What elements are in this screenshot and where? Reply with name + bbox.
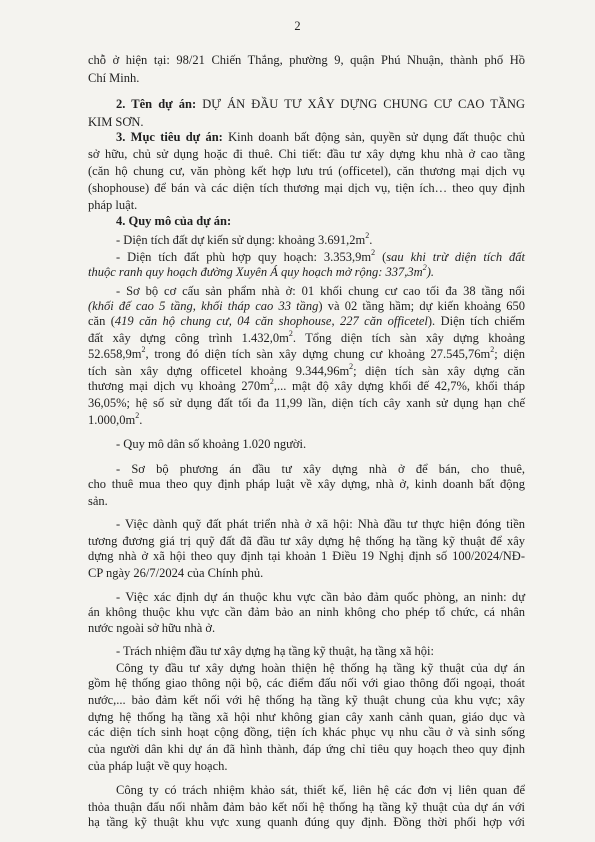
text-segment: . — [369, 233, 373, 247]
text-line — [88, 800, 525, 815]
text-segment: căn ( — [88, 314, 115, 328]
text-segment: ; diện — [494, 347, 525, 361]
superscript: 2 — [135, 410, 140, 420]
text-line — [88, 621, 525, 636]
text-line — [88, 328, 525, 346]
text-segment: dựng hệ thống hạ tầng xã hội như không gian cây xanh cảnh quan, giáo dục và — [88, 710, 525, 724]
text-segment: thỏa thuận đấu nối nhằm đảm bảo kết nối hệ thống hạ tầng kỹ thuật của dự án với — [88, 800, 525, 814]
text-line — [116, 517, 525, 532]
text-line — [88, 693, 525, 708]
text-segment: DỰ ÁN ĐẦU TƯ XÂY DỰNG CHUNG CƯ CAO TẦNG — [196, 97, 525, 111]
text-segment: tương đương giá trị quỹ đất đã đầu tư xây dựng hệ thống hạ tầng kỹ thuật để xây — [88, 534, 525, 548]
text-segment: thuộc ranh quy hoạch đường Xuyên Á quy hoạch mở rộng: 337,3m — [88, 265, 423, 279]
text-segment: (căn hộ chung cư, văn phòng kết hợp lưu trú (officetel), căn thương mại dịch vụ — [88, 164, 525, 178]
text-segment: tích sàn xây dựng officetel khoảng 9.344,96m — [88, 364, 350, 378]
text-segment: ( — [88, 299, 93, 313]
text-segment: khối đế cao 5 tầng, khối tháp cao 33 tầng — [92, 299, 319, 313]
text-segment: pháp luật. — [88, 198, 138, 212]
text-line — [116, 97, 525, 112]
text-segment: Công ty đầu tư xây dựng hoàn thiện hệ thống hạ tầng kỹ thuật của dự án — [116, 661, 525, 675]
text-line — [116, 437, 525, 452]
text-segment: án không thuộc khu vực cần đảm bảo an ninh không cho phép tổ chức, cá nhân — [88, 605, 525, 619]
text-line — [88, 164, 525, 179]
text-segment: , trong đó diện tích sàn xây dựng chung cư khoảng 27.545,76m — [145, 347, 491, 361]
text-segment: của người dân khi dự án đã hình thành, đáp ứng chỉ tiêu quy hoạch theo quy định — [88, 742, 525, 756]
text-segment: - Diện tích đất phù hợp quy hoạch: 3.353,9m — [116, 250, 372, 264]
text-line — [88, 494, 525, 509]
superscript: 2 — [288, 328, 293, 338]
text-segment: của pháp luật về quy hoạch. — [88, 759, 228, 773]
text-line — [88, 71, 525, 86]
text-line — [88, 566, 525, 581]
text-segment: đất xây dựng công trình 1.432,0m — [88, 331, 289, 345]
text-line — [88, 477, 525, 492]
text-segment: thương mại dịch vụ khoảng 270m — [88, 379, 270, 393]
text-line — [116, 247, 525, 265]
text-segment: KIM SƠN. — [88, 115, 144, 129]
text-segment: - Diện tích đất dự kiến sử dụng: khoảng 3.691,2m — [116, 233, 366, 247]
text-line — [88, 549, 525, 564]
text-segment: (shophouse) để bán và các diện tích thương mại dịch vụ, tiện ích… theo quy định — [88, 181, 525, 195]
superscript: 2 — [490, 344, 495, 354]
text-line — [88, 676, 525, 691]
superscript: 2 — [141, 344, 146, 354]
text-line — [88, 147, 525, 162]
text-segment: ) và 02 tầng hầm; dự kiến khoảng 650 — [318, 299, 525, 313]
text-segment: 419 căn hộ chung cư, 04 căn shophouse, 227 căn officetel — [114, 314, 428, 328]
text-line — [88, 299, 525, 314]
superscript: 2 — [349, 361, 354, 371]
text-segment: CP ngày 26/7/2024 của Chính phủ. — [88, 566, 264, 580]
text-segment: sau khi trừ diện tích đất — [386, 250, 525, 264]
text-segment: dựng nhà ở xã hội theo quy định tại khoản 1 Điều 19 Nghị định số 100/2024/NĐ- — [88, 549, 525, 563]
text-line — [116, 590, 525, 605]
text-line — [116, 644, 525, 659]
text-segment: 1.000,0m — [88, 413, 136, 427]
text-line — [88, 314, 525, 329]
text-segment: chỗ ở hiện tại: 98/21 Chiến Thắng, phường 9, quận Phú Nhuận, thành phố Hồ — [88, 53, 525, 67]
text-line — [88, 742, 525, 757]
text-line — [116, 284, 525, 299]
superscript: 2 — [371, 247, 376, 257]
text-segment: - Sơ bộ phương án đầu tư xây dựng nhà ở để bán, cho thuê, — [116, 462, 525, 476]
text-line — [88, 410, 525, 428]
text-line — [88, 262, 525, 280]
superscript: 2 — [269, 376, 274, 386]
text-line — [116, 230, 525, 248]
text-segment: sở hữu, chủ sử dụng hoặc đi thuê. Chi tiết: đầu tư xây dựng khu nhà ở cao tầng — [88, 147, 525, 161]
superscript: 2 — [365, 230, 370, 240]
text-segment: 2. Tên dự án: — [116, 97, 197, 111]
text-line — [88, 815, 525, 830]
text-segment: Kinh doanh bất động sản, quyền sử dụng đất thuộc chủ — [222, 130, 525, 144]
text-segment: - Trách nhiệm đầu tư xây dựng hạ tầng kỹ thuật, hạ tầng xã hội: — [116, 644, 435, 658]
text-line — [88, 198, 525, 213]
text-line — [88, 344, 525, 362]
text-segment: hạ tầng kỹ thuật khu vực xung quanh đúng quy định. Đồng thời phối hợp với — [88, 815, 525, 829]
text-segment: ; diện tích sàn xây dựng căn — [353, 364, 525, 378]
text-segment: sản. — [88, 494, 108, 508]
text-segment: 4. Quy mô của dự án: — [116, 214, 232, 228]
text-line — [116, 214, 525, 229]
text-segment: 52.658,9m — [88, 347, 142, 361]
text-line — [116, 462, 525, 477]
text-line — [88, 361, 525, 379]
text-line — [88, 53, 525, 68]
text-segment: . Tổng diện tích sàn xây dựng khoảng — [292, 331, 525, 345]
text-segment: 36,05%; hệ số sử dụng đất tối đa 11,99 lần, diện tích cây xanh sử dụng hạn chế — [88, 396, 525, 410]
page-number: 2 — [294, 19, 301, 33]
text-segment: - Việc dành quỹ đất phát triển nhà ở xã hội: Nhà đầu tư thực hiện đóng tiền — [116, 517, 525, 531]
text-segment: gồm hệ thống giao thông nội bộ, các điểm đấu nối với giao thông đối ngoại, thoát — [88, 676, 525, 690]
text-line — [88, 115, 525, 130]
text-line — [88, 396, 525, 411]
text-line — [116, 783, 525, 798]
text-line — [88, 181, 525, 196]
text-segment: cho thuê mua theo quy định pháp luật về xây dựng, nhà ở, kinh doanh bất động — [88, 477, 525, 491]
text-line — [88, 710, 525, 725]
text-segment: - Quy mô dân số khoảng 1.020 người. — [116, 437, 307, 451]
text-segment: - Sơ bộ cơ cấu sản phẩm nhà ở: 01 khối chung cư cao tối đa 38 tầng nổi — [116, 284, 525, 298]
text-segment: Công ty có trách nhiệm khảo sát, thiết kế, liên hệ các đơn vị liên quan để — [116, 783, 525, 797]
text-segment: ). Diện tích chiếm — [427, 314, 525, 328]
text-segment: ,... mật độ xây dựng khối đế 42,7%, khối tháp — [273, 379, 525, 393]
text-line — [88, 759, 525, 774]
text-line — [88, 725, 525, 740]
text-segment: nước,... bảo đảm kết nối với hệ thống hạ tầng kỹ thuật chung của khu vực; xây — [88, 693, 525, 707]
text-line — [88, 376, 525, 394]
text-line — [116, 661, 525, 676]
text-segment: ). — [426, 265, 434, 279]
text-line — [88, 605, 525, 620]
text-segment: 3. Mục tiêu dự án: — [116, 130, 223, 144]
text-segment: ( — [375, 250, 387, 264]
text-segment: nước ngoài sở hữu nhà ở. — [88, 621, 216, 635]
text-segment: Chí Minh. — [88, 71, 140, 85]
text-line — [116, 130, 525, 145]
text-segment: - Việc xác định dự án thuộc khu vực cần bảo đảm quốc phòng, an ninh: dự — [116, 590, 525, 604]
text-segment: các diện tích sinh hoạt cộng đồng, tiện ích khác phục vụ nhu cầu ở và sinh sống — [88, 725, 525, 739]
superscript: 2 — [422, 262, 427, 272]
text-line — [88, 534, 525, 549]
text-segment: . — [139, 413, 143, 427]
